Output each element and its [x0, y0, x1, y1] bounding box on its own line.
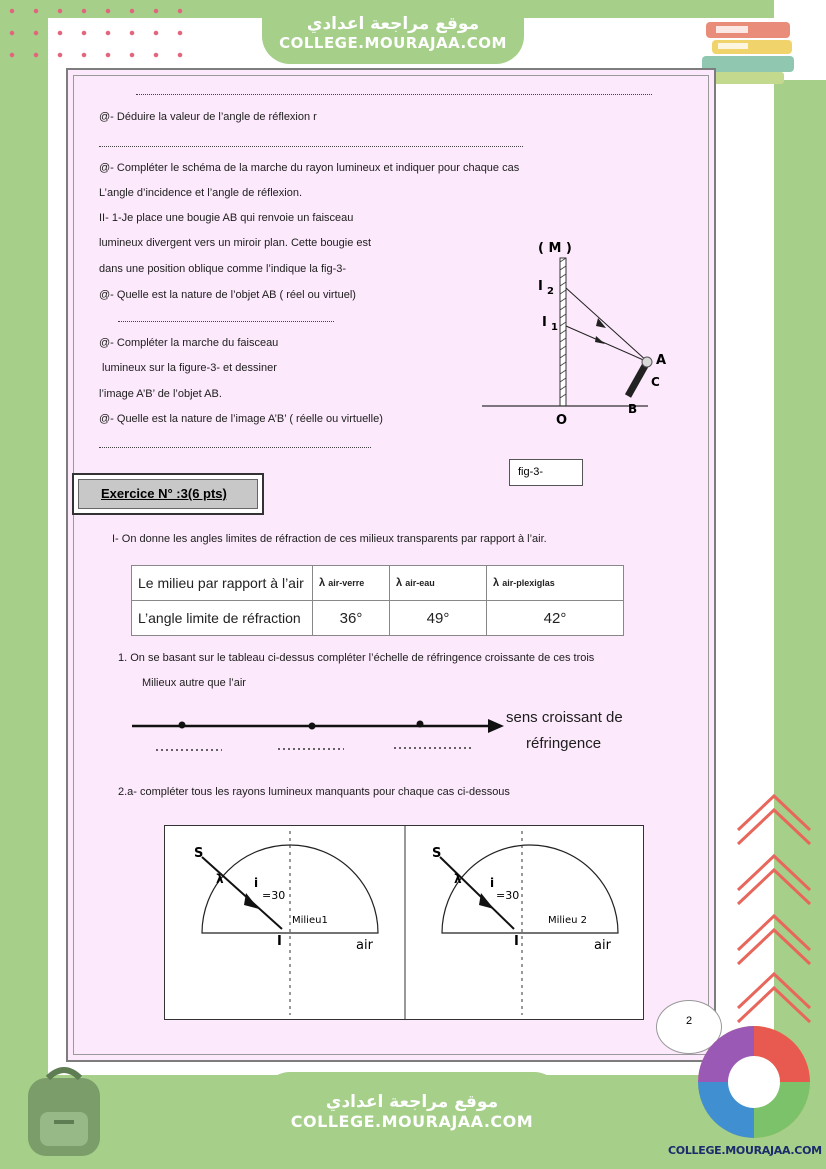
- answer-line[interactable]: [99, 146, 523, 147]
- label-o: O: [556, 413, 568, 426]
- air-label: air: [356, 938, 373, 953]
- chevron-up-icons: [732, 790, 816, 1030]
- table-value-air-plexiglas: 42°: [487, 601, 624, 636]
- footer-brand-url[interactable]: COLLEGE.MOURAJAA.COM: [668, 1144, 822, 1157]
- table-col-air-eau: λ air-eau: [390, 566, 487, 601]
- limit-angle-table: [131, 565, 624, 636]
- exercise-3-question1-line2: Milieux autre que l’air: [142, 677, 246, 689]
- left-green-band: [0, 0, 48, 1169]
- answer-line[interactable]: [99, 447, 371, 448]
- table-col-air-plexiglas: λ air-plexiglas: [487, 566, 624, 601]
- incidence-angle-i: i: [254, 876, 259, 890]
- part2-line2: lumineux divergent vers un miroir plan. Cette bougie est: [99, 237, 372, 249]
- part2-line3: dans une position oblique comme l’indique la fig-3-: [99, 263, 347, 275]
- incidence-point-i: I: [277, 934, 282, 949]
- exercise-3-title: Exercice N° :3(6 pts): [78, 479, 258, 509]
- table-value-air-verre: 36°: [313, 601, 390, 636]
- header-banner[interactable]: [262, 8, 524, 64]
- air-label: air: [594, 938, 611, 953]
- question-faisceau-line3: l’image A’B’ de l’objet AB.: [99, 388, 222, 400]
- limit-angle-symbol: λ: [454, 872, 462, 886]
- medium-label: Milieu1: [292, 915, 328, 926]
- exercise-3-intro: I- On donne les angles limites de réfraction de ces milieux transparents par rapport à l’air.: [112, 533, 547, 545]
- table-row: [132, 601, 624, 636]
- label-i2-sub: 2: [547, 286, 554, 297]
- exercise-3-title-box: [72, 473, 264, 515]
- label-i2: I: [538, 279, 543, 294]
- refringence-scale-arrow: [128, 712, 508, 756]
- incidence-angle-i: i: [490, 876, 495, 890]
- table-value-air-eau: 49°: [390, 601, 487, 636]
- scale-label-line1: sens croissant de: [506, 709, 623, 726]
- table-header-label: Le milieu par rapport à l’air: [132, 566, 313, 601]
- incidence-point-i: I: [514, 934, 519, 949]
- table-row: [132, 566, 624, 601]
- limit-angle-symbol: λ: [216, 872, 224, 886]
- header-site-arabic: موقع مراجعة اعدادي: [306, 14, 480, 34]
- question-nature-objet: @- Quelle est la nature de l’objet AB ( réel ou virtuel): [99, 289, 356, 301]
- figure-3-mirror-diagram: [478, 236, 668, 426]
- exercise-3-question2a: 2.a- compléter tous les rayons lumineux manquants pour chaque cas ci-dessous: [118, 786, 510, 798]
- table-col-air-verre: λ air-verre: [313, 566, 390, 601]
- question-schema-line2: L’angle d’incidence et l’angle de réflexion.: [99, 187, 303, 199]
- footer-site-arabic: موقع مراجعة اعدادي: [325, 1092, 499, 1112]
- question-angle-reflexion: @- Déduire la valeur de l’angle de réflexion r: [99, 111, 317, 123]
- ray-source-s: S: [194, 846, 204, 861]
- decorative-dots: [0, 0, 200, 60]
- question-nature-image: @- Quelle est la nature de l’image A’B’ ( réelle ou virtuelle): [99, 413, 383, 425]
- label-i1-sub: 1: [551, 322, 558, 333]
- footer-banner[interactable]: [262, 1072, 562, 1152]
- refraction-diagrams: [164, 825, 644, 1021]
- question-schema-line1: @- Compléter le schéma de la marche du rayon lumineux et indiquer pour chaque cas: [99, 162, 520, 174]
- answer-line[interactable]: [136, 94, 652, 95]
- part2-line1: II- 1-Je place une bougie AB qui renvoie un faisceau: [99, 212, 354, 224]
- page-number-bubble: 2: [656, 1000, 722, 1054]
- backpack-icon: [14, 1060, 114, 1160]
- incidence-angle-value: =30: [262, 889, 286, 902]
- footer-site-url[interactable]: COLLEGE.MOURAJAA.COM: [290, 1112, 534, 1131]
- question-faisceau-line2: lumineux sur la figure-3- et dessiner: [102, 362, 277, 374]
- exercise-3-question1-line1: 1. On se basant sur le tableau ci-dessus compléter l’échelle de réfringence croissante de ces trois: [118, 652, 595, 664]
- ray-source-s: S: [432, 846, 442, 861]
- incidence-angle-value: =30: [496, 889, 520, 902]
- school-subjects-logo-icon: [696, 1024, 816, 1140]
- scale-label-line2: réfringence: [526, 735, 602, 752]
- table-row-label: L’angle limite de réfraction: [132, 601, 313, 636]
- label-i1: I: [542, 315, 547, 330]
- figure-3-caption: fig-3-: [509, 459, 583, 486]
- label-c: C: [651, 375, 660, 389]
- medium-label: Milieu 2: [548, 915, 587, 926]
- header-site-url[interactable]: COLLEGE.MOURAJAA.COM: [279, 34, 507, 52]
- label-b: B: [628, 402, 638, 416]
- mirror-label: ( M ): [538, 241, 572, 256]
- question-faisceau-line1: @- Compléter la marche du faisceau: [99, 337, 279, 349]
- answer-line[interactable]: [118, 321, 334, 322]
- label-a: A: [656, 353, 667, 368]
